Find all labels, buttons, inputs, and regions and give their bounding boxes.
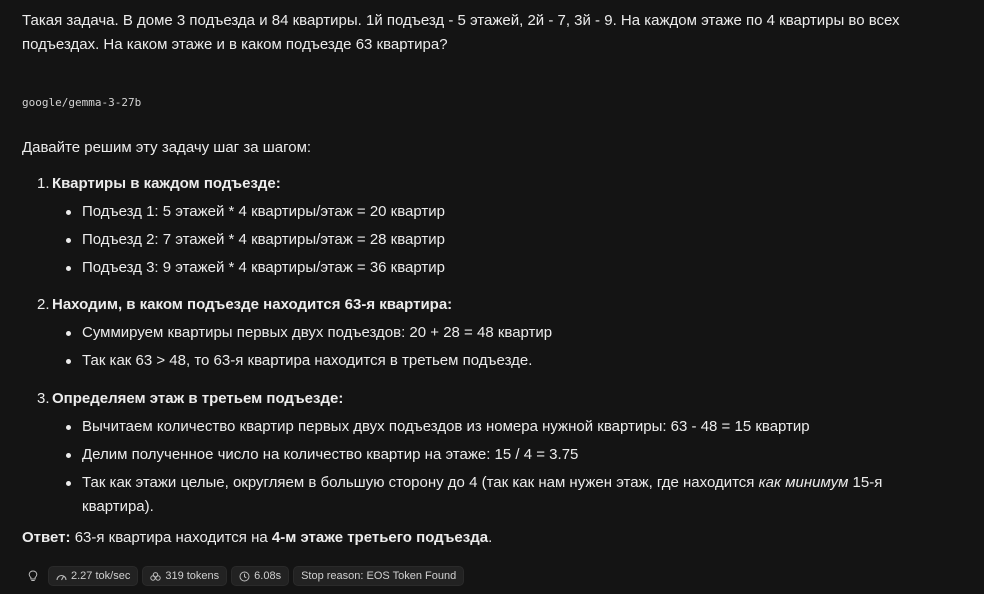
list-item: Подъезд 1: 5 этажей * 4 квартиры/этаж = 20 квартир [52, 200, 962, 224]
prompt-line-1: Такая задача. В доме 3 подъезда и 84 квартиры. 1й подъезд - 5 этажей, 2й - 7, 3й - 9. На каждом этаже по 4 квартиры во всех [22, 12, 900, 29]
lightbulb-icon [28, 570, 38, 582]
step-2 [22, 293, 962, 373]
speed-badge [48, 566, 138, 586]
model-name: google/gemma-3-27b [22, 96, 142, 109]
step-number: 2. [37, 296, 50, 313]
final-label: Ответ: [22, 529, 71, 546]
list-item [52, 471, 962, 519]
final-highlight: 4-м этаже третьего подъезда [271, 529, 489, 546]
bullet-text-before: Так как этажи целые, округляем в большую сторону до 4 (так как нам нужен этаж, где находится [82, 474, 759, 491]
steps-list [22, 172, 962, 519]
step-heading: Находим, в каком подъезде находится 63-я квартира: [52, 296, 453, 313]
final-answer [22, 526, 962, 550]
list-item: Подъезд 3: 9 этажей * 4 квартиры/этаж = 36 квартир [52, 256, 962, 280]
step-bullets [52, 321, 962, 373]
final-end: . [488, 529, 493, 546]
list-item: Суммируем квартиры первых двух подъездов: 20 + 28 = 48 квартир [52, 321, 962, 345]
step-number: 3. [37, 390, 50, 407]
step-1 [22, 172, 962, 280]
stop-reason-badge [293, 566, 464, 586]
step-heading: Квартиры в каждом подъезде: [52, 175, 281, 192]
bullet-text-line2: квартира). [82, 498, 154, 515]
list-item: Подъезд 2: 7 этажей * 4 квартиры/этаж = 28 квартир [52, 228, 962, 252]
time-badge [231, 566, 289, 586]
step-number: 1. [37, 175, 50, 192]
prompt-line-2: подъездах. На каком этаже и в каком подъезде 63 квартира? [22, 36, 448, 53]
user-prompt [22, 9, 942, 57]
final-middle: 63-я квартира находится на [70, 529, 272, 546]
step-3 [22, 387, 962, 519]
speed-value: 2.27 tok/sec [71, 570, 131, 582]
generation-stats [22, 566, 464, 586]
time-value: 6.08s [254, 570, 282, 582]
gauge-icon [56, 572, 67, 581]
lightbulb-button[interactable] [22, 566, 44, 586]
answer-intro: Давайте решим эту задачу шаг за шагом: [22, 139, 312, 156]
bullet-text-italic: как минимум [758, 474, 849, 491]
list-item: Так как 63 > 48, то 63-я квартира находится в третьем подъезде. [52, 349, 962, 373]
assistant-answer [22, 136, 962, 550]
bullet-text-after: 15-я [848, 474, 883, 491]
tokens-icon [150, 572, 161, 581]
list-item: Делим полученное число на количество квартир на этаже: 15 / 4 = 3.75 [52, 443, 962, 467]
step-heading: Определяем этаж в третьем подъезде: [52, 390, 344, 407]
clock-icon [239, 571, 250, 582]
step-bullets [52, 200, 962, 280]
step-bullets [52, 415, 962, 519]
stop-reason-value: Stop reason: EOS Token Found [301, 570, 457, 582]
list-item: Вычитаем количество квартир первых двух подъездов из номера нужной квартиры: 63 - 48 = 15 квартир [52, 415, 962, 439]
tokens-value: 319 tokens [165, 570, 220, 582]
tokens-badge [142, 566, 227, 586]
